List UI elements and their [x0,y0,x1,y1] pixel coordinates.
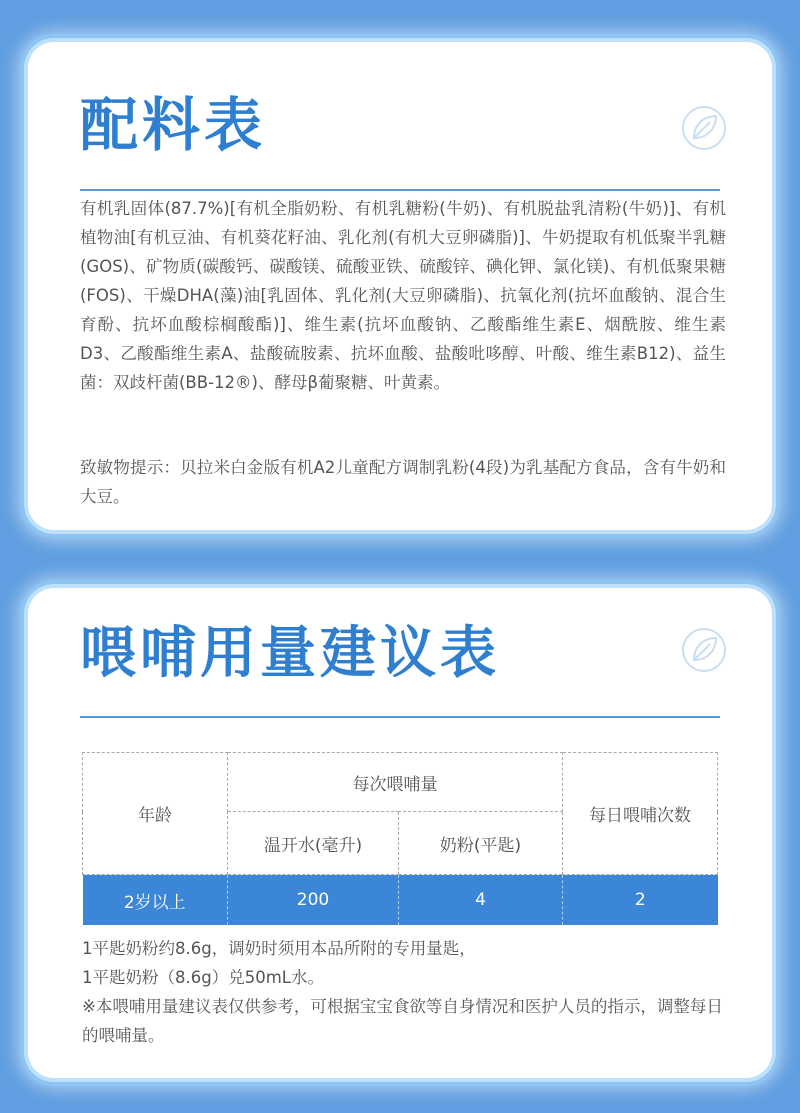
header-water: 温开水(毫升) [228,812,399,875]
header-age: 年龄 [83,753,228,875]
ingredients-title: 配料表 [80,91,267,159]
title-divider [80,189,720,191]
note-line: 1平匙奶粉（8.6g）兑50mL水。 [82,968,324,987]
leaf-icon [680,104,728,152]
feeding-card [28,588,772,1078]
table-row [83,875,718,926]
allergy-notice: 致敏物提示：贝拉米白金版有机A2儿童配方调制乳粉(4段)为乳基配方食品，含有牛奶和大豆。 [80,458,726,506]
cell-age: 2岁以上 [83,875,228,926]
feeding-table [82,752,718,925]
table-header-row [83,753,718,812]
ingredients-text: 有机乳固体(87.7%)[有机全脂奶粉、有机乳糖粉(牛奶)、有机脱盐乳清粉(牛奶)]、有机植物油[有机豆油、有机葵花籽油、乳化剂(有机大豆卵磷脂)]、牛奶提取有机低聚半乳糖(GOS)、矿物质(碳酸钙、碳酸镁、硫酸亚铁、硫酸锌、碘化钾、氯化镁)、有机低聚果糖(FOS)、干燥DHA(藻)油[乳固体、乳化剂(大豆卵磷脂)、抗氧化剂(抗坏血酸钠、混合生育酚、抗坏血酸棕榈酸酯)]、维生素(抗坏血酸钠、乙酸酯维生素E、烟酰胺、维生素D3、乙酸酯维生素A、盐酸硫胺素、抗坏血酸、盐酸吡哆醇、叶酸、维生素B12)、益生菌：双歧杆菌(BB-12®)、酵母β葡聚糖、叶黄素。 [80,199,726,392]
cell-powder: 4 [399,875,563,926]
cell-daily: 2 [563,875,718,926]
ingredients-card [28,42,772,530]
header-per-feed: 每次喂哺量 [228,753,563,812]
header-daily-feeds: 每日喂哺次数 [563,753,718,875]
note-line: ※本喂哺用量建议表仅供参考，可根据宝宝食欲等自身情况和医护人员的指示，调整每日的喂哺量。 [82,997,723,1045]
feeding-notes [82,934,728,1050]
title-divider [80,716,720,718]
feeding-title: 喂哺用量建议表 [80,621,500,686]
cell-water: 200 [228,875,399,926]
note-line: 1平匙奶粉约8.6g，调奶时须用本品所附的专用量匙， [82,939,476,958]
leaf-icon [680,626,728,674]
header-powder: 奶粉(平匙) [399,812,563,875]
